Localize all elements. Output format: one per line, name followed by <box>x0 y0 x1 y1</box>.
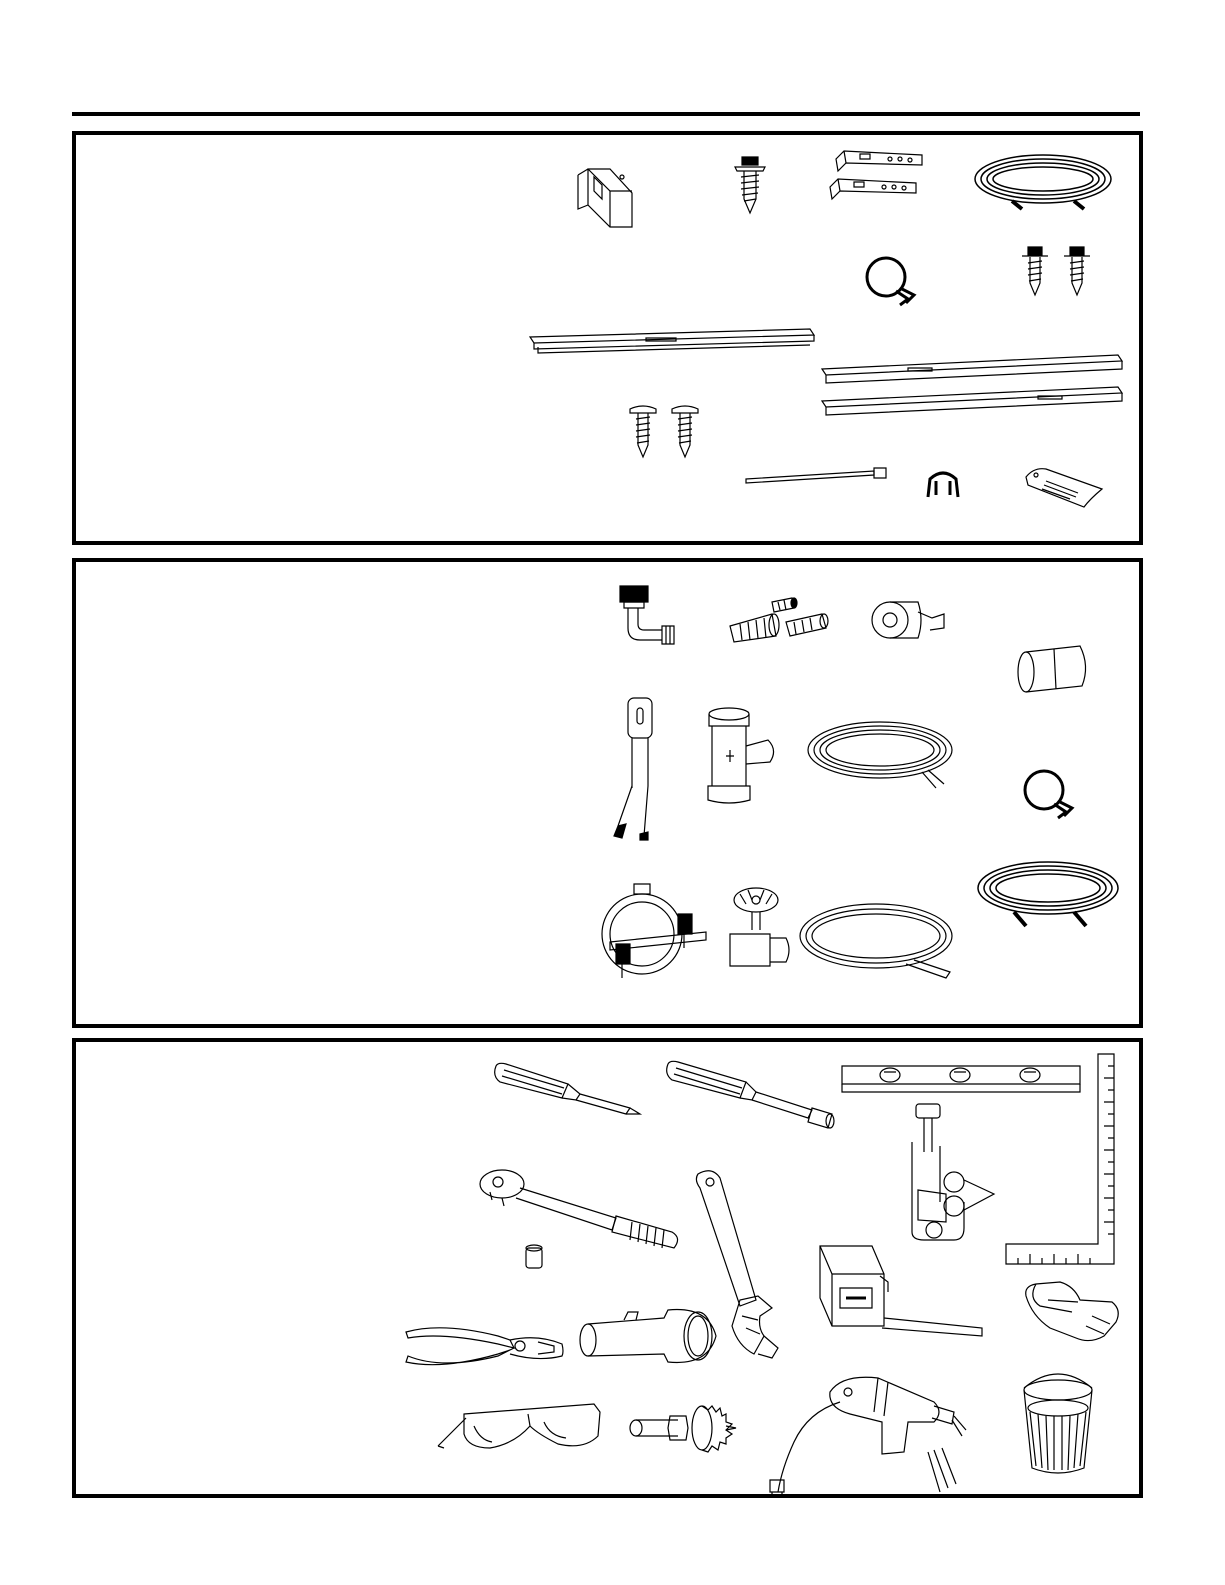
conduit-connector-icon <box>598 882 710 982</box>
power-cord-plug-icon <box>612 696 666 840</box>
gloves-icon <box>1020 1276 1124 1346</box>
hose-clamp-icon <box>860 255 920 309</box>
coupling-sleeve-icon <box>1016 644 1092 694</box>
tubing-cutter-icon <box>894 1102 1000 1244</box>
mounting-brackets-icon <box>826 149 926 207</box>
hex-screws-pair-icon <box>1020 245 1100 297</box>
rails-pair-icon <box>818 353 1128 429</box>
bracket-box-icon <box>574 165 646 229</box>
flashlight-icon <box>578 1308 720 1368</box>
hole-saw-icon <box>628 1402 738 1454</box>
flat-tubing-coil-icon <box>796 898 960 984</box>
document-sheet-icon <box>1024 465 1104 509</box>
tubing-coil-icon <box>804 716 960 796</box>
long-rail-icon <box>526 327 816 357</box>
hose-clamp-icon <box>1020 768 1080 822</box>
tape-measure-icon <box>810 1242 990 1342</box>
safety-glasses-icon <box>434 1396 604 1454</box>
power-drill-icon <box>768 1372 972 1496</box>
ratchet-socket-icon <box>476 1166 686 1270</box>
tape-roll-icon <box>868 600 948 646</box>
braided-hose-coil-icon <box>972 151 1114 213</box>
pipe-tee-icon <box>704 706 784 806</box>
clip-icon <box>922 469 964 501</box>
water-bucket-icon <box>1018 1368 1098 1478</box>
top-rule <box>72 112 1140 116</box>
cable-tie-icon <box>744 467 890 483</box>
braided-hose-coil-icon <box>974 858 1122 932</box>
carpenter-square-icon <box>1004 1052 1120 1268</box>
hex-screw-icon <box>733 155 767 215</box>
parts-panel <box>72 131 1143 545</box>
materials-panel <box>72 558 1143 1028</box>
wire-nuts-icon <box>728 596 830 644</box>
phillips-screws-pair-icon <box>628 405 708 459</box>
tools-panel <box>72 1038 1143 1498</box>
nut-driver-icon <box>662 1058 842 1134</box>
phillips-screwdriver-icon <box>490 1060 642 1120</box>
pliers-icon <box>402 1322 566 1372</box>
elbow-fitting-icon <box>616 584 686 646</box>
shutoff-valve-icon <box>726 886 792 978</box>
